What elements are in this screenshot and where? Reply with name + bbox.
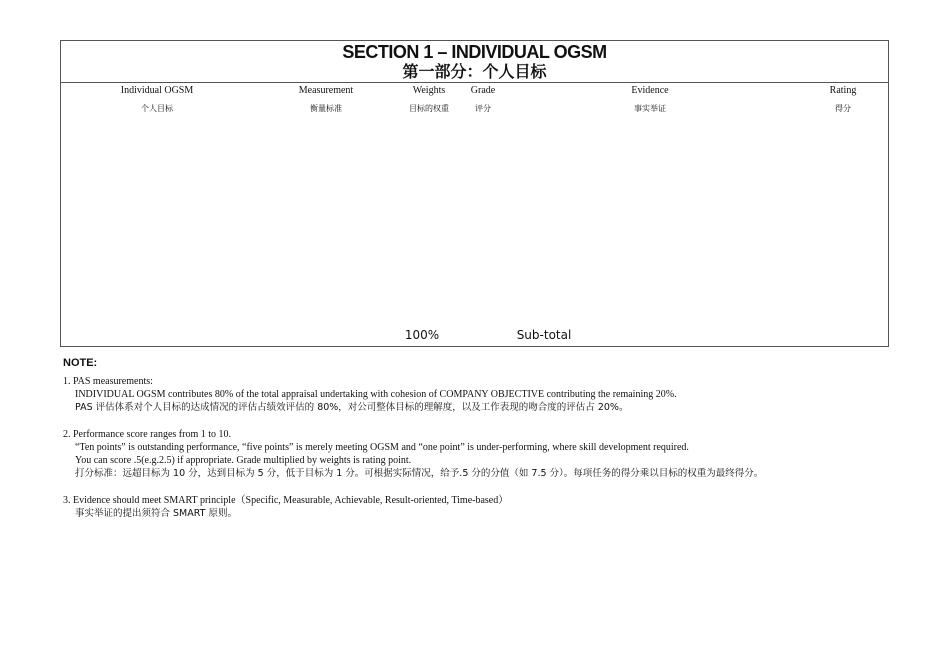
note-heading: 1. PAS measurements: — [63, 376, 153, 387]
column-label-en: Rating — [829, 85, 857, 96]
note-heading: 3. Evidence should meet SMART principle（Specific, Measurable, Achievable, Result-oriented, Time-based） — [63, 495, 509, 506]
column-label-zh: 目标的权重 — [409, 104, 449, 113]
column-label-zh: 事实举证 — [634, 104, 666, 113]
column-label-en: Grade — [470, 85, 496, 96]
note-title: NOTE: — [63, 357, 98, 369]
column-header-rating — [816, 85, 870, 114]
note-line: 打分标准：远超目标为 10 分，达到目标为 5 分，低于目标为 1 分。可根据实际情况，给予.5 分的分值（如 7.5 分）。每项任务的得分乘以目标的权重为最终得分。 — [75, 468, 764, 479]
column-header-weights — [401, 85, 457, 114]
note-line: PAS 评估体系对个人目标的达成情况的评估占绩效评估的 80%，对公司整体目标的理解度，以及工作表现的吻合度的评估占 20%。 — [75, 402, 629, 413]
column-header-evidence — [620, 85, 680, 114]
column-header-individual-ogsm — [117, 85, 197, 114]
column-label-zh: 衡量标准 — [310, 104, 342, 113]
column-label-en: Weights — [412, 85, 446, 96]
weights-total: 100% — [404, 328, 440, 342]
column-label-en: Measurement — [298, 85, 354, 96]
column-header-grade — [464, 85, 502, 114]
note-heading: 2. Performance score ranges from 1 to 10. — [63, 429, 231, 440]
section-title: SECTION 1 – INDIVIDUAL OGSM — [342, 42, 607, 62]
note-item-pas-measurements — [63, 375, 903, 414]
column-label-zh: 评分 — [475, 104, 491, 113]
notes-list — [63, 375, 903, 534]
section-title-block — [61, 41, 888, 83]
note-line: 事实举证的提出须符合 SMART 原则。 — [75, 508, 237, 519]
section-title-chinese: 第一部分：个人目标 — [402, 62, 547, 81]
note-line: INDIVIDUAL OGSM contributes 80% of the total appraisal undertaking with cohesion of COMPANY OBJECTIVE contributing the remaining 20%. — [75, 389, 677, 400]
ogsm-table — [60, 40, 889, 347]
column-label-zh: 个人目标 — [141, 104, 173, 113]
column-header-measurement — [286, 85, 366, 114]
column-label-zh: 得分 — [835, 104, 851, 113]
note-item-score-range — [63, 428, 903, 480]
note-line: You can score .5(e.g.2.5) if appropriate. Grade multiplied by weights is rating point. — [75, 455, 412, 466]
note-line: “Ten points” is outstanding performance, “five points” is merely meeting OGSM and “one point” is under-performing, where skill development required. — [75, 442, 689, 453]
column-label-en: Individual OGSM — [120, 85, 194, 96]
subtotal-label: Sub-total — [516, 328, 572, 342]
column-label-en: Evidence — [631, 85, 669, 96]
note-item-smart-principle — [63, 494, 903, 520]
